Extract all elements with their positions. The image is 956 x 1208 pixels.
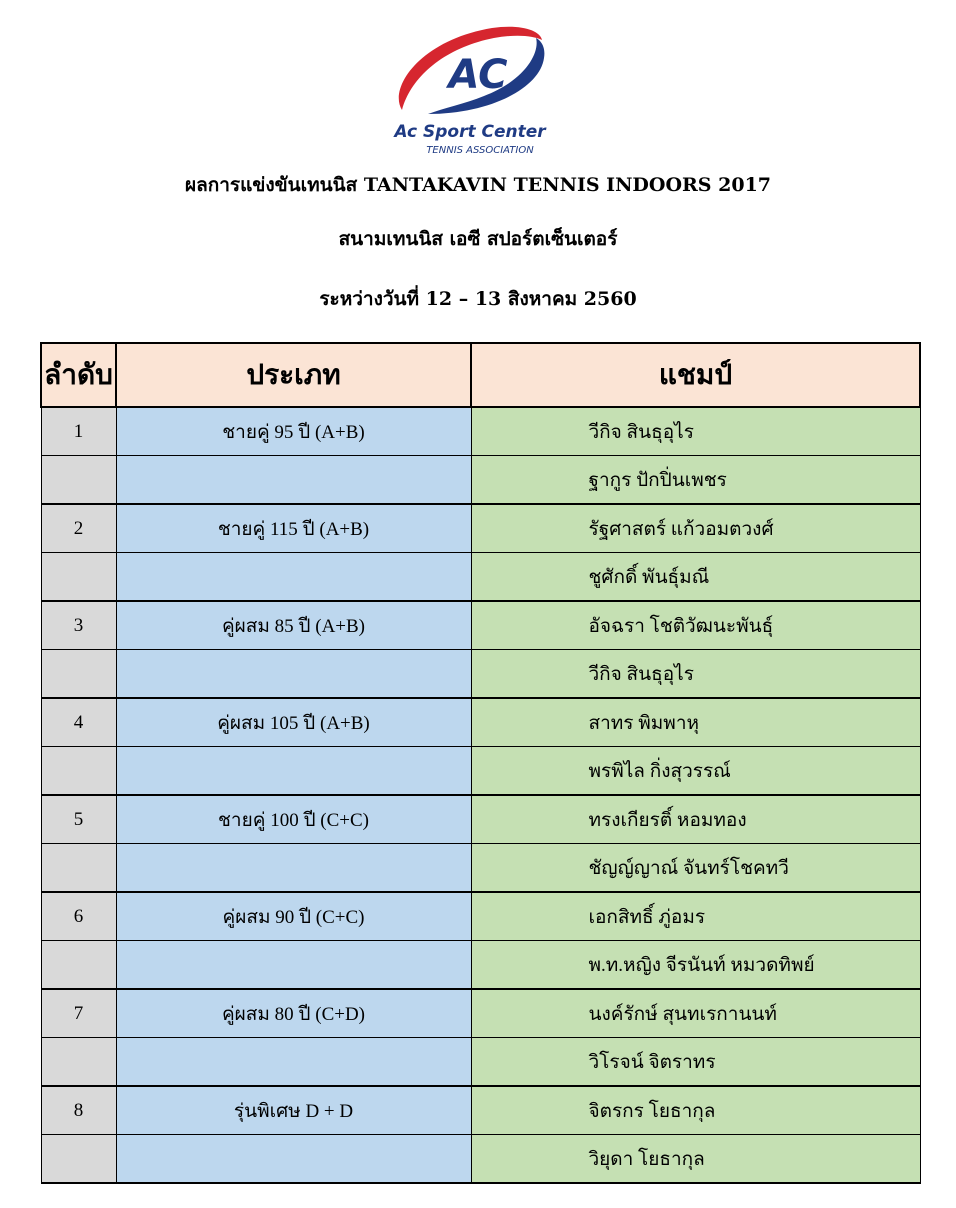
champion-cell: วิยุดา โยธากุล (471, 1135, 920, 1184)
table-row (41, 456, 920, 505)
champion-cell: รัฐศาสตร์ แก้วอมตวงศ์ (471, 504, 920, 553)
table-row (41, 1038, 920, 1087)
header-champion: แชมป์ (471, 343, 920, 407)
rank-cell (41, 1135, 116, 1184)
rank-cell: 3 (41, 601, 116, 650)
date-line: ระหว่างวันที่ 12 – 13 สิงหาคม 2560 (319, 288, 637, 310)
table-row (41, 504, 920, 553)
table-row (41, 650, 920, 699)
champion-cell: ชัญญ์ญาณ์ จันทร์โชคทวี (471, 844, 920, 893)
champion-cell: ทรงเกียรติ์ หอมทอง (471, 795, 920, 844)
table-header-row (41, 343, 920, 407)
champion-cell: อัจฉรา โชติวัฒนะพันธุ์ (471, 601, 920, 650)
category-cell: รุ่นพิเศษ D + D (116, 1086, 471, 1135)
venue-line: สนามเทนนิส เอซี สปอร์ตเซ็นเตอร์ (338, 228, 618, 250)
rank-cell: 5 (41, 795, 116, 844)
table-row (41, 747, 920, 796)
category-cell (116, 1135, 471, 1184)
table-row (41, 553, 920, 602)
champion-cell: วีกิจ สินธุอุไร (471, 650, 920, 699)
document-title: ผลการแข่งขันเทนนิส TANTAKAVIN TENNIS INDOORS 2017 (184, 174, 772, 196)
table-row (41, 1086, 920, 1135)
rank-cell: 2 (41, 504, 116, 553)
champion-cell: ชูศักดิ์ พันธุ์มณี (471, 553, 920, 602)
results-table (40, 342, 921, 1184)
rank-cell: 4 (41, 698, 116, 747)
table-row (41, 844, 920, 893)
category-cell (116, 941, 471, 990)
rank-cell (41, 941, 116, 990)
rank-cell (41, 456, 116, 505)
champion-cell: จิตรกร โยธากุล (471, 1086, 920, 1135)
rank-cell (41, 747, 116, 796)
champion-cell: เอกสิทธิ์ ภู่อมร (471, 892, 920, 941)
category-cell (116, 650, 471, 699)
rank-cell (41, 844, 116, 893)
table-row (41, 601, 920, 650)
champion-cell: พรพิไล กิ่งสุวรรณ์ (471, 747, 920, 796)
champion-cell: วีกิจ สินธุอุไร (471, 407, 920, 456)
category-cell: คู่ผสม 85 ปี (A+B) (116, 601, 471, 650)
category-cell (116, 456, 471, 505)
category-cell (116, 553, 471, 602)
category-cell (116, 1038, 471, 1087)
rank-cell (41, 650, 116, 699)
rank-cell (41, 1038, 116, 1087)
table-row (41, 941, 920, 990)
champion-cell: ฐากูร ปักปิ่นเพชร (471, 456, 920, 505)
champion-cell: สาทร พิมพาหุ (471, 698, 920, 747)
logo (380, 18, 560, 156)
header-rank: ลำดับ (41, 343, 116, 407)
table-row (41, 795, 920, 844)
champion-cell: นงค์รักษ์ สุนทเรกานนท์ (471, 989, 920, 1038)
logo-title: Ac Sport Center (394, 122, 546, 142)
table-row (41, 989, 920, 1038)
category-cell: ชายคู่ 100 ปี (C+C) (116, 795, 471, 844)
rank-cell: 1 (41, 407, 116, 456)
table-row (41, 1135, 920, 1184)
category-cell: คู่ผสม 90 ปี (C+C) (116, 892, 471, 941)
champion-cell: พ.ท.หญิง จีรนันท์ หมวดทิพย์ (471, 941, 920, 990)
table-row (41, 407, 920, 456)
rank-cell: 6 (41, 892, 116, 941)
logo-mark-text: AC (448, 52, 508, 98)
category-cell: คู่ผสม 105 ปี (A+B) (116, 698, 471, 747)
logo-subtitle: TENNIS ASSOCIATION (426, 145, 534, 156)
champion-cell: วิโรจน์ จิตราทร (471, 1038, 920, 1087)
table-row (41, 892, 920, 941)
category-cell (116, 747, 471, 796)
category-cell: ชายคู่ 95 ปี (A+B) (116, 407, 471, 456)
category-cell (116, 844, 471, 893)
category-cell: ชายคู่ 115 ปี (A+B) (116, 504, 471, 553)
category-cell: คู่ผสม 80 ปี (C+D) (116, 989, 471, 1038)
ac-logo-mark (380, 18, 560, 122)
rank-cell: 8 (41, 1086, 116, 1135)
header-category: ประเภท (116, 343, 471, 407)
rank-cell (41, 553, 116, 602)
rank-cell: 7 (41, 989, 116, 1038)
table-row (41, 698, 920, 747)
